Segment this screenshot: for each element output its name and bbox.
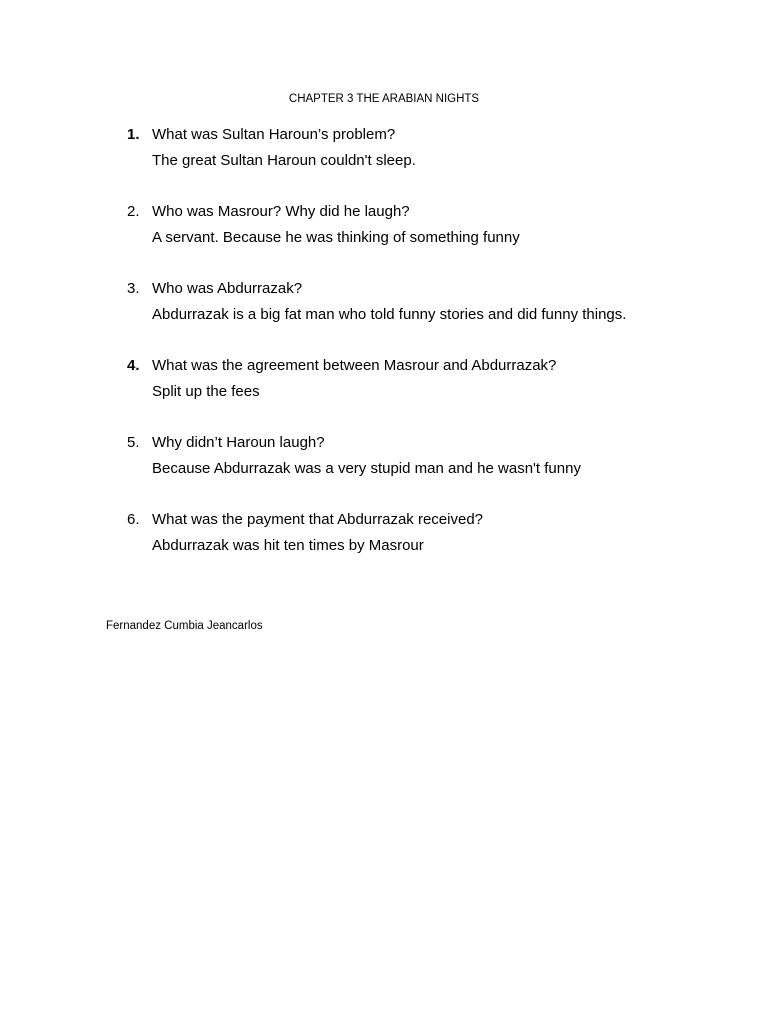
document-title: CHAPTER 3 THE ARABIAN NIGHTS [288,93,480,105]
question-item-5 [127,430,647,482]
question-text: Who was Abdurrazak? [152,280,303,297]
question-item-1 [127,122,647,174]
question-item-2 [127,199,647,251]
question-list [127,122,647,584]
question-text: Who was Masrour? Why did he laugh? [152,203,410,220]
question-text: What was the agreement between Masrour and Abdurrazak? [152,357,557,374]
answer-text: The great Sultan Haroun couldn't sleep. [152,152,416,169]
question-text: What was Sultan Haroun’s problem? [152,126,396,143]
author-name: Fernandez Cumbia Jeancarlos [106,620,263,632]
question-number: 3. [127,280,140,297]
answer-text: Abdurrazak was hit ten times by Masrour [152,537,424,554]
answer-text: A servant. Because he was thinking of something funny [152,229,520,246]
answer-text: Because Abdurrazak was a very stupid man and he wasn't funny [152,460,581,477]
question-number: 1. [127,126,140,143]
question-item-3 [127,276,647,328]
question-item-6 [127,507,647,559]
question-number: 4. [127,357,140,374]
question-number: 6. [127,511,140,528]
question-number: 2. [127,203,140,220]
question-number: 5. [127,434,140,451]
question-text: What was the payment that Abdurrazak received? [152,511,484,528]
question-text: Why didn’t Haroun laugh? [152,434,325,451]
answer-text: Abdurrazak is a big fat man who told funny stories and did funny things. [152,306,627,323]
answer-text: Split up the fees [152,383,260,400]
question-item-4 [127,353,647,405]
